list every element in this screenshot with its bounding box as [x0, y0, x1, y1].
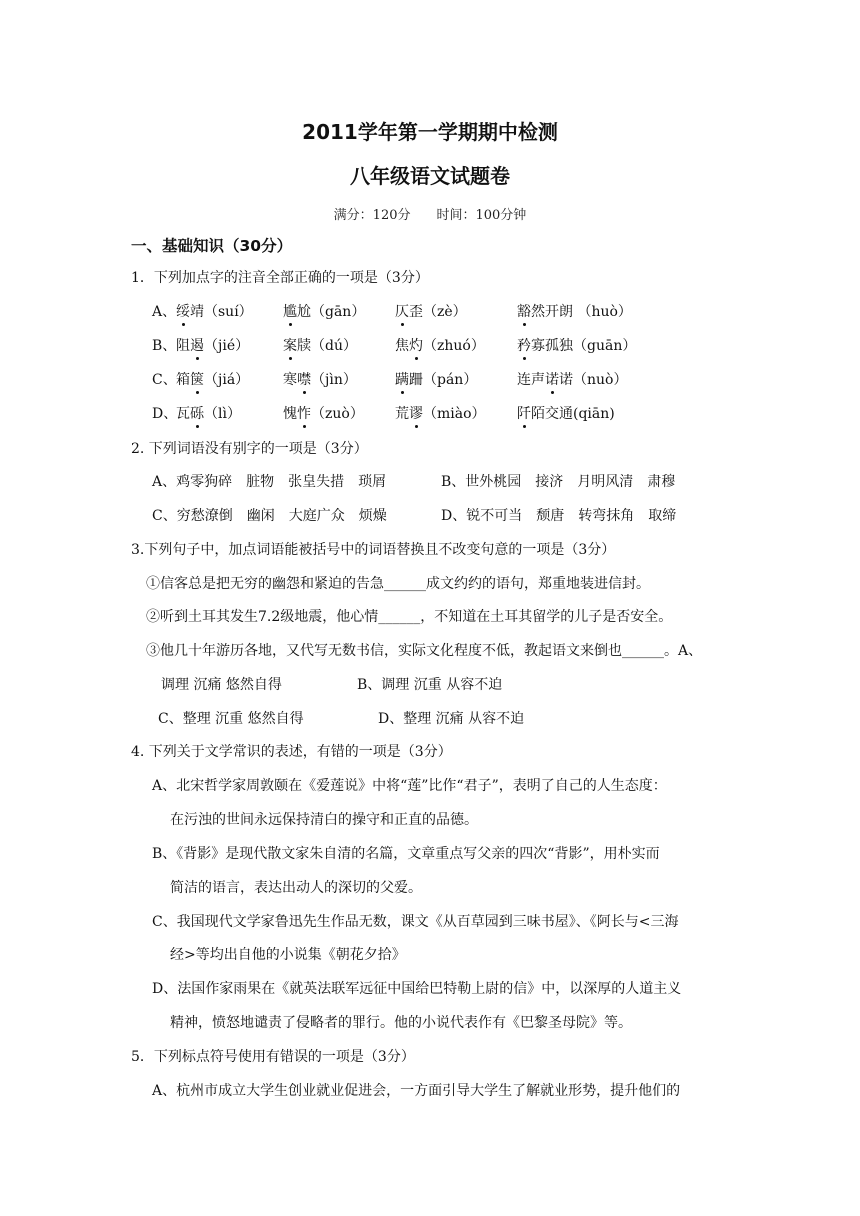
pinyin-item: 阻遏（jié）	[176, 338, 250, 354]
pinyin-item: 蹒跚（pán）	[395, 372, 478, 388]
pinyin-item: 瓦砾（lì）	[176, 406, 241, 422]
question-2-option-b: B、世外桃园 接济 月明风清 肃穆	[441, 474, 676, 490]
option-label: D、	[152, 406, 178, 422]
emphasized-character: 阡	[517, 406, 531, 422]
emphasized-character: 案	[283, 338, 297, 354]
emphasized-character: 箧	[190, 372, 204, 388]
emphasized-character: 诺	[545, 372, 559, 388]
pinyin-item: 愧怍（zuò）	[283, 406, 364, 422]
emphasized-character: 绥	[176, 304, 190, 320]
question-5-option-a: A、杭州市成立大学生创业就业促进会，一方面引导大学生了解就业形势，提升他们的	[152, 1083, 681, 1099]
pinyin-item: 阡陌交通(qiān)	[517, 406, 615, 422]
question-2-option-a: A、鸡零狗碎 脏物 张皇失措 琐屑	[152, 474, 387, 490]
question-3-sentence-2: ②听到土耳其发生7.2级地震，他心情______，不知道在土耳其留学的儿子是否安全。	[146, 609, 673, 625]
emphasized-character: 怍	[297, 406, 311, 422]
pinyin-item: 绥靖（suí）	[176, 304, 253, 320]
question-4-line: C、我国现代文学家鲁迅先生作品无数，课文《从百草园到三味书屋》、《阿长与<三海	[152, 914, 679, 930]
emphasized-character: 遏	[190, 338, 204, 354]
question-5-stem: 5．下列标点符号使用有错误的一项是（3分）	[131, 1049, 415, 1065]
emphasized-character: 砾	[190, 406, 204, 422]
exam-title: 2011学年第一学期期中检测	[302, 120, 558, 144]
question-2-stem: 2. 下列词语没有别字的一项是（3分）	[131, 441, 368, 457]
question-3-option-c: C、整理 沉重 悠然自得	[158, 711, 304, 727]
question-1-stem: 1．下列加点字的注音全部正确的一项是（3分）	[131, 270, 429, 286]
question-4-line: B、《背影》是现代散文家朱自清的名篇，文章重点写父亲的四次“背影”，用朴实而	[152, 846, 660, 862]
pinyin-item: 箱箧（jiá）	[176, 372, 250, 388]
question-3-option-a: 调理 沉痛 悠然自得	[161, 677, 282, 693]
emphasized-character: 噤	[297, 372, 311, 388]
question-4-line: 精神，愤怒地谴责了侵略者的罪行。他的小说代表作有《巴黎圣母院》等。	[170, 1015, 632, 1031]
emphasized-character: 豁	[517, 304, 531, 320]
emphasized-character: 蹒	[395, 372, 409, 388]
exam-meta: 满分：120分 时间：100分钟	[333, 208, 527, 223]
pinyin-item: 焦灼（zhuó）	[395, 338, 485, 354]
pinyin-item: 矜寡孤独（guān）	[517, 338, 637, 354]
question-4-line: 经>等均出自他的小说集《朝花夕拾》	[170, 947, 406, 963]
option-label: B、	[152, 338, 177, 354]
emphasized-character: 尴	[283, 304, 297, 320]
question-3-option-d: D、整理 沉痛 从容不迫	[378, 711, 525, 727]
pinyin-item: 案牍（dú）	[283, 338, 357, 354]
question-3-stem: 3.下列句子中，加点词语能被括号中的词语替换且不改变句意的一项是（3分）	[131, 542, 616, 558]
emphasized-character: 仄	[395, 304, 409, 320]
pinyin-item: 荒谬（miào）	[395, 406, 486, 422]
emphasized-character: 谬	[409, 406, 423, 422]
emphasized-character: 矜	[517, 338, 531, 354]
question-3-sentence-1: ①信客总是把无穷的幽怨和紧迫的告急______成文约约的语句，郑重地装进信封。	[146, 576, 650, 592]
option-label: C、	[152, 372, 177, 388]
question-4-line: A、北宋哲学家周敦颐在《爱莲说》中将“莲”比作“君子”，表明了自己的人生态度：	[152, 778, 667, 794]
pinyin-item: 仄歪（zè）	[395, 304, 467, 320]
question-4-line: D、法国作家雨果在《就英法联军远征中国给巴特勒上尉的信》中，以深厚的人道主义	[152, 981, 682, 997]
question-2-option-d: D、锐不可当 颓唐 转弯抹角 取缔	[441, 508, 677, 524]
option-label: A、	[152, 304, 177, 320]
question-3-option-b: B、调理 沉重 从容不迫	[357, 677, 503, 693]
question-4-stem: 4. 下列关于文学常识的表述，有错的一项是（3分）	[131, 744, 452, 760]
question-4-line: 简洁的语言，表达出动人的深切的父爱。	[170, 880, 422, 896]
exam-subtitle: 八年级语文试题卷	[350, 164, 510, 188]
question-2-option-c: C、穷愁潦倒 幽闲 大庭广众 烦燥	[152, 508, 387, 524]
question-4-line: 在污浊的世间永远保持清白的操守和正直的品德。	[170, 812, 478, 828]
pinyin-item: 豁然开朗 （huò）	[517, 304, 632, 320]
question-3-sentence-3: ③他几十年游历各地，又代写无数书信，实际文化程度不低，教起语文来倒也______。A、	[146, 643, 703, 659]
section-heading: 一、基础知识（30分）	[131, 237, 293, 255]
emphasized-character: 灼	[409, 338, 423, 354]
pinyin-item: 连声诺诺（nuò）	[517, 372, 628, 388]
pinyin-item: 尴尬（gān）	[283, 304, 366, 320]
pinyin-item: 寒噤（jìn）	[283, 372, 357, 388]
